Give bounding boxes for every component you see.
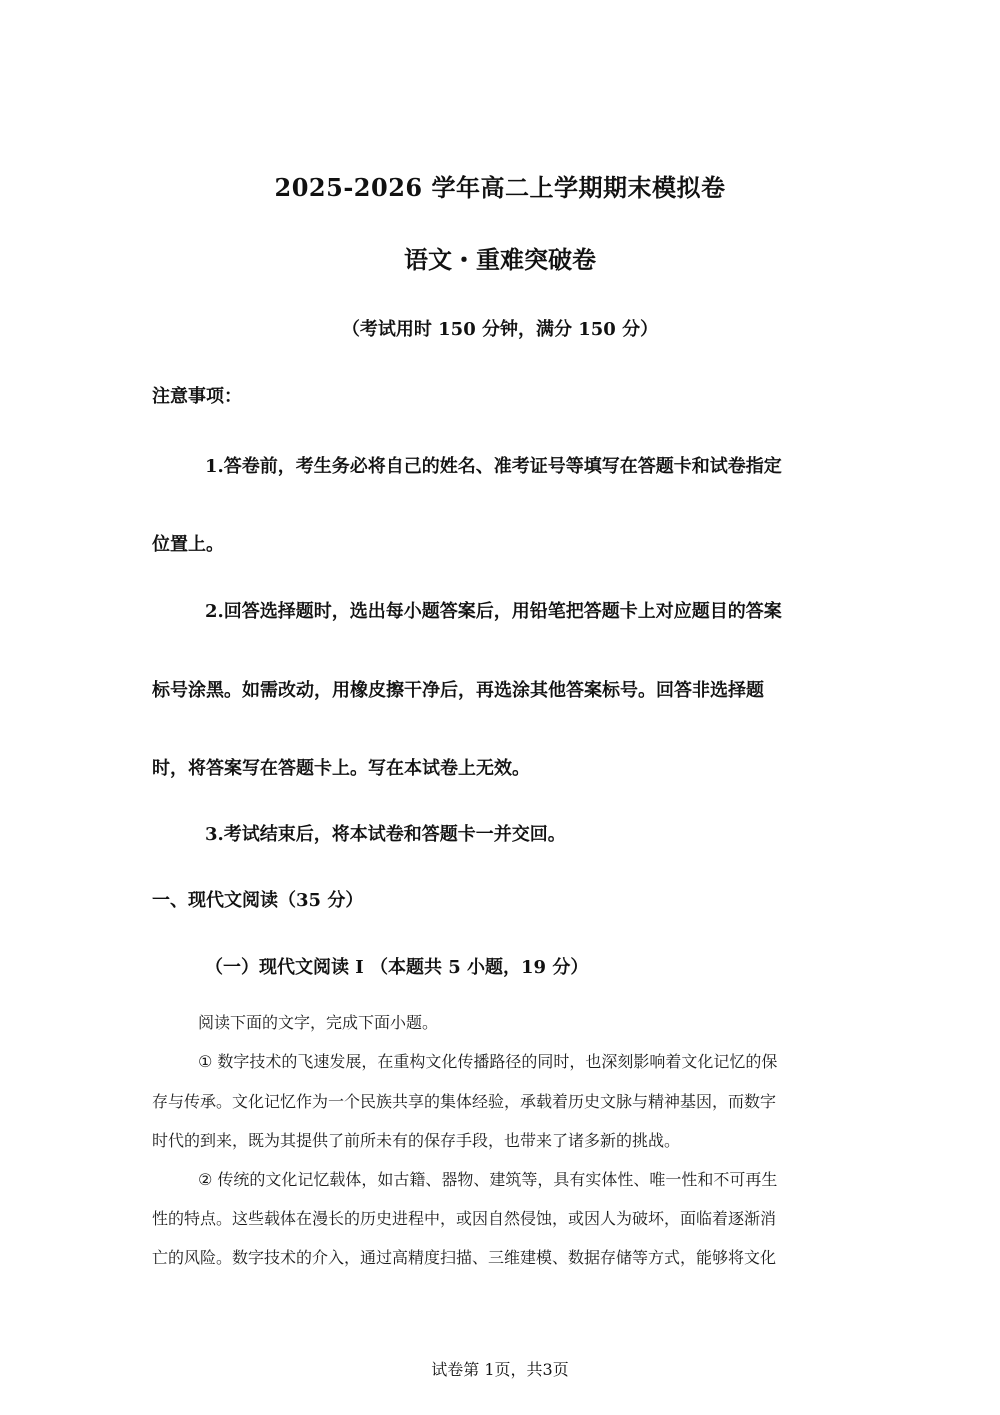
exam-info: （考试用时 150 分钟，满分 150 分） (341, 319, 659, 340)
passage-line: 存与传承。文化记忆作为一个民族共享的集体经验，承载着历史文脉与精神基因，而数字 (152, 1092, 777, 1111)
passage-line: 时代的到来，既为其提供了前所未有的保存手段，也带来了诸多新的挑战。 (152, 1131, 681, 1150)
reading-instruction: 阅读下面的文字，完成下面小题。 (198, 1013, 439, 1032)
passage-line: 性的特点。这些载体在漫长的历史进程中，或因自然侵蚀，或因人为破坏，面临着逐渐消 (152, 1209, 777, 1228)
passage-line: ② 传统的文化记忆载体，如古籍、器物、建筑等，具有实体性、唯一性和不可再生 (198, 1170, 778, 1189)
section-heading: 一、现代文阅读（35 分） (152, 890, 364, 911)
note-line: 位置上。 (152, 534, 224, 555)
note-line: 标号涂黑。如需改动，用橡皮擦干净后，再选涂其他答案标号。回答非选择题 (152, 680, 764, 701)
note-line: 时，将答案写在答题卡上。写在本试卷上无效。 (152, 758, 530, 779)
note-line: 1.答卷前，考生务必将自己的姓名、准考证号等填写在答题卡和试卷指定 (205, 456, 782, 477)
passage-line: ① 数字技术的飞速发展，在重构文化传播路径的同时，也深刻影响着文化记忆的保 (198, 1052, 778, 1071)
notes-heading: 注意事项： (152, 386, 242, 407)
passage-line: 亡的风险。数字技术的介入，通过高精度扫描、三维建模、数据存储等方式，能够将文化 (152, 1248, 777, 1267)
note-line: 3.考试结束后，将本试卷和答题卡一并交回。 (205, 824, 566, 845)
page-footer: 试卷第 1页，共3页 (431, 1360, 569, 1379)
subsection-heading: （一）现代文阅读 Ⅰ （本题共 5 小题，19 分） (205, 957, 589, 978)
note-line: 2.回答选择题时，选出每小题答案后，用铅笔把答题卡上对应题目的答案 (205, 601, 782, 622)
exam-title: 2025-2026 学年高二上学期期末模拟卷 (274, 173, 726, 202)
exam-subtitle: 语文・重难突破卷 (404, 245, 596, 274)
